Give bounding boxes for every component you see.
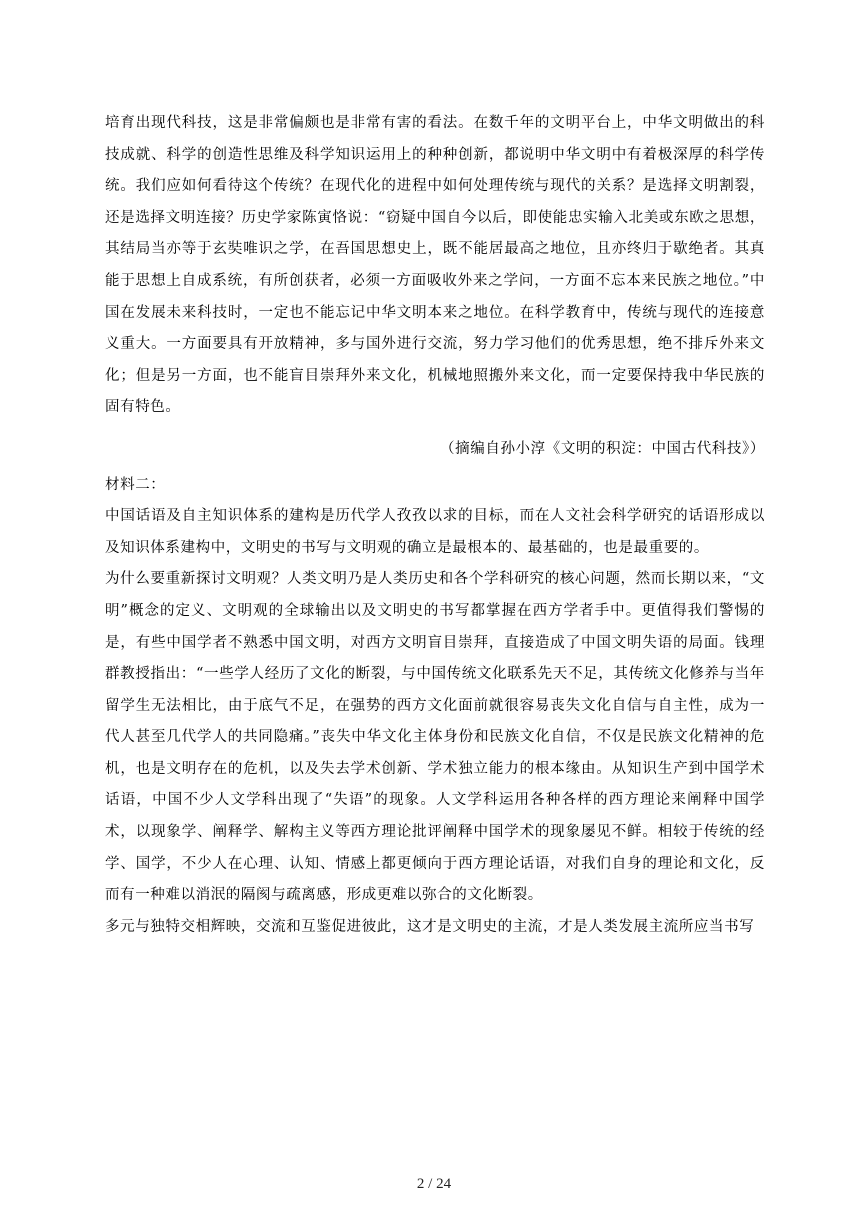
- page-number: 2 / 24: [416, 1176, 452, 1192]
- document-body: [105, 108, 765, 943]
- paragraph: 多元与独特交相辉映，交流和互鉴促进彼此，这才是文明史的主流，才是人类发展主流所应当书写: [105, 918, 755, 935]
- section-heading: 材料二：: [105, 476, 166, 493]
- source-citation: （摘编自孙小淳《文明的积淀：中国古代科技》）: [440, 440, 765, 457]
- paragraph: 中国话语及自主知识体系的建构是历代学人孜孜以求的目标，而在人文社会科学研究的话语形成以及知识体系建构中，文明史的书写与文明观的确立是最根本的、最基础的，也是最重要的。: [105, 508, 765, 556]
- paragraph: 为什么要重新探讨文明观？人类文明乃是人类历史和各个学科研究的核心问题，然而长期以来，“文明”概念的定义、文明观的全球输出以及文明史的书写都掌握在西方学者手中。更值得我们警惕的是，有些中国学者不熟悉中国文明，对西方文明盲目崇拜，直接造成了中国文明失语的局面。钱理群教授指出：“一些学人经历了文化的断裂，与中国传统文化联系先天不足，其传统文化修养与当年留学生无法相比，由于底气不足，在强势的西方文化面前就很容易丧失文化自信与自主性，成为一代人甚至几代学人的共同隐痛。”丧失中华文化主体身份和民族文化自信，不仅是民族文化精神的危机，也是文明存在的危机，以及失去学术创新、学术独立能力的根本缘由。从知识生产到中国学术话语，中国不少人文学科出现了“失语”的现象。人文学科运用各种各样的西方理论来阐释中国学术，以现象学、阐释学、解构主义等西方理论批评阐释中国学术的现象屡见不鲜。相较于传统的经学、国学，不少人在心理、认知、情感上都更倾向于西方理论话语，对我们自身的理论和文化，反而有一种难以消泯的隔阂与疏离感，形成更难以弥合的文化断裂。: [105, 571, 765, 904]
- paragraph-continued: 培育出现代科技，这是非常偏颇也是非常有害的看法。在数千年的文明平台上，中华文明做出的科技成就、科学的创造性思维及科学知识运用上的种种创新，都说明中华文明中有着极深厚的科学传统。我们应如何看待这个传统？在现代化的进程中如何处理传统与现代的关系？是选择文明割裂，还是选择文明连接？历史学家陈寅恪说：“窃疑中国自今以后，即使能忠实输入北美或东欧之思想，其结局当亦等于玄奘唯识之学，在吾国思想史上，既不能居最高之地位，且亦终归于歇绝者。其真能于思想上自成系统，有所创获者，必须一方面吸收外来之学问，一方面不忘本来民族之地位。”中国在发展未来科技时，一定也不能忘记中华文明本来之地位。在科学教育中，传统与现代的连接意义重大。一方面要具有开放精神，多与国外进行交流，努力学习他们的优秀思想，绝不排斥外来文化；但是另一方面，也不能盲目崇拜外来文化，机械地照搬外来文化，而一定要保持我中华民族的固有特色。: [105, 115, 765, 416]
